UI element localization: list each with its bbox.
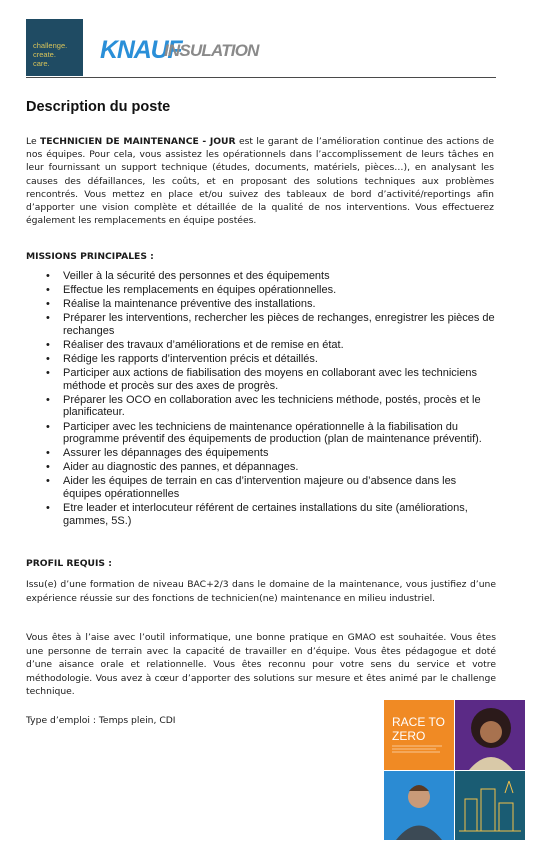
svg-text:INSULATION: INSULATION	[164, 41, 259, 60]
list-item: • Préparer les interventions, rechercher les pièces de rechanges, enregistrer les pièces de rechanges	[46, 312, 495, 337]
poster-purple-panel	[455, 700, 525, 770]
woman-portrait-image	[455, 700, 525, 770]
poster-teal-panel	[455, 771, 525, 840]
missions-list	[46, 270, 496, 529]
tagline-challenge: challenge.	[33, 41, 68, 50]
job-title: TECHNICIEN DE MAINTENANCE - JOUR	[39, 136, 236, 147]
employment-type: Type d’emploi : Temps plein, CDI	[26, 715, 176, 726]
page-title: Description du poste	[26, 99, 171, 115]
list-item: • Etre leader et interlocuteur référent de certaines installations du site (améliorations, gammes, 5S.)	[46, 502, 468, 527]
list-item: • Participer avec les techniciens de maintenance opérationnelle à la fiabilisation du programme préventif des équipements de production (plan de maintenance préventif).	[46, 420, 482, 446]
list-item: • Réalise la maintenance préventive des installations.	[46, 298, 316, 311]
tagline-create: create.	[33, 50, 56, 59]
list-item: • Aider les équipes de terrain en cas d’intervention majeure ou d’absence dans les équipes opérationnelles	[46, 475, 457, 500]
header-divider	[26, 77, 496, 78]
profile-paragraph-skills: Vous êtes à l’aise avec l’outil informatique, une bonne pratique en GMAO est souhaitée. Vous êtes une personne de terrain avec la capacité de travailler en d’équipe. Vous êtes pédagogue et doté d’une aisance orale et relationnelle. Vous êtes reconnu pour votre sens du service et votre méthodologie. Vous avez à cœur d’apporter des solutions sur mesure et êtes animé par le challenge technique.	[26, 632, 496, 698]
list-item: • Effectue les remplacements en équipes opérationnelles.	[46, 284, 337, 297]
poster-blue-panel	[384, 771, 454, 840]
race-to-zero-poster	[384, 700, 525, 840]
list-item: • Rédige les rapports d’intervention précis et détaillés.	[46, 353, 318, 366]
list-item: • Assurer les dépannages des équipements	[46, 447, 269, 460]
buildings-drawing	[455, 771, 525, 840]
list-item: • Veiller à la sécurité des personnes et des équipements	[46, 270, 330, 282]
tagline-care: care.	[33, 59, 50, 68]
knauf-insulation-logo	[100, 28, 260, 68]
list-item: • Participer aux actions de fiabilisation des moyens en collaborant avec les techniciens méthode et procès sur des axes de progrès.	[46, 367, 477, 392]
profile-heading: PROFIL REQUIS :	[26, 558, 112, 569]
intro-paragraph: Le TECHNICIEN DE MAINTENANCE - JOUR est le garant de l’amélioration continue des actions de nos équipes. Pour cela, vous assistez les opérationnels dans l’accomplissement de leurs tâches en leur fournissant un support technique (études, documents, matériels, pièces…), en analysant les causes des défaillances, les coûts, et en proposant des solutions techniques aux problèmes rencontrés. Vous mettez en place et/ou suivez des tableaux de bord d’activité/reportings afin d’apporter une vision complète et détaillée de la qualité de nos interventions. Vous effectuerez également les remplacements en équipe postées.	[26, 136, 494, 227]
profile-paragraph-education: Issu(e) d’une formation de niveau BAC+2/3 dans le domaine de la maintenance, vous justifiez d’une expérience réussie sur des fonctions de technicien(ne) maintenance en milieu industriel.	[26, 579, 496, 604]
svg-text:RACE TO: RACE TO	[392, 715, 445, 729]
challenge-create-care-logo	[26, 19, 83, 76]
man-portrait-image	[384, 771, 454, 840]
missions-heading: MISSIONS PRINCIPALES :	[26, 251, 154, 262]
svg-text:KNAUF: KNAUF	[100, 36, 182, 64]
list-item: • Aider au diagnostic des pannes, et dépannages.	[46, 461, 299, 474]
poster-title	[384, 700, 454, 770]
list-item: • Préparer les OCO en collaboration avec les techniciens méthode, postés, procès et le planificateur.	[46, 393, 481, 419]
list-item: • Réaliser des travaux d’améliorations et de remise en état.	[46, 338, 344, 351]
svg-text:ZERO: ZERO	[392, 729, 426, 743]
